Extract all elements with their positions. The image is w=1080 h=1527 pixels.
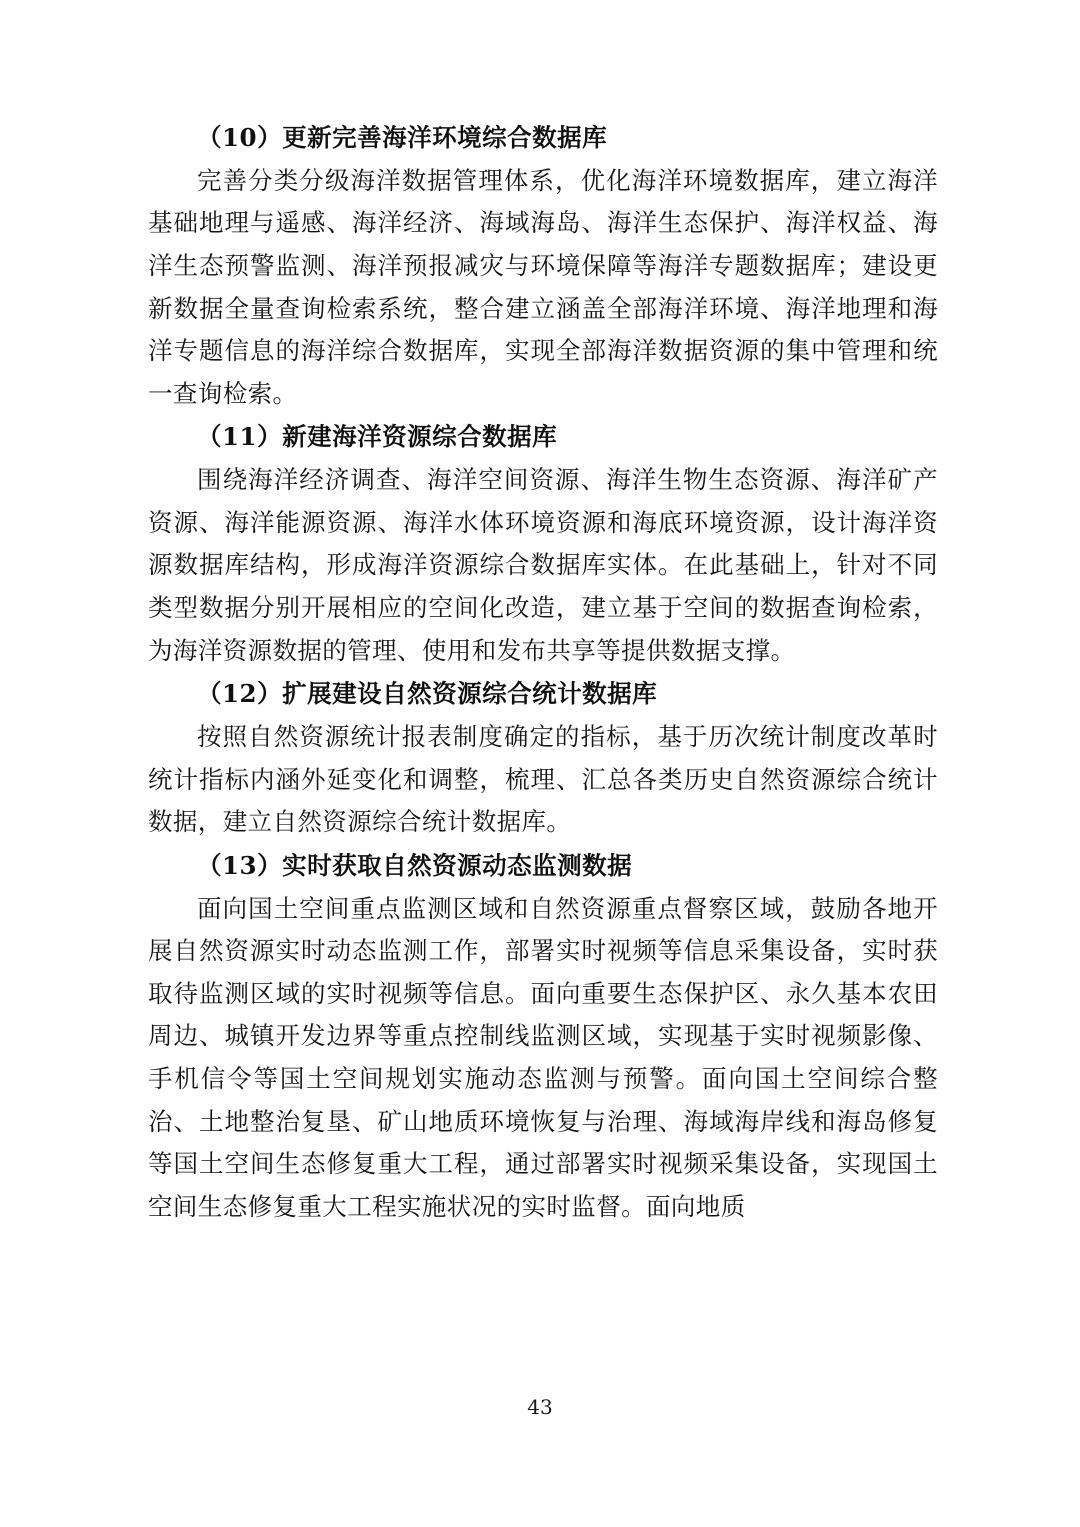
page-content xyxy=(148,118,938,1229)
section-paragraph-11: 围绕海洋经济调查、海洋空间资源、海洋生物生态资源、海洋矿产资源、海洋能源资源、海洋水体环境资源和海底环境资源，设计海洋资源数据库结构，形成海洋资源综合数据库实体。在此基础上，针对不同类型数据分别开展相应的空间化改造，建立基于空间的数据查询检索，为海洋资源数据的管理、使用和发布共享等提供数据支撑。 xyxy=(148,465,938,665)
section-paragraph-13: 面向国土空间重点监测区域和自然资源重点督察区域，鼓励各地开展自然资源实时动态监测工作，部署实时视频等信息采集设备，实时获取待监测区域的实时视频等信息。面向重要生态保护区、永久基本农田周边、城镇开发边界等重点控制线监测区域，实现基于实时视频影像、手机信令等国土空间规划实施动态监测与预警。面向国土空间综合整治、土地整治复垦、矿山地质环境恢复与治理、海域海岸线和海岛修复等国土空间生态修复重大工程，通过部署实时视频采集设备，实现国土空间生态修复重大工程实施状况的实时监督。面向地质 xyxy=(148,893,938,1221)
section-heading-11: （11）新建海洋资源综合数据库 xyxy=(197,422,558,452)
section-paragraph-12: 按照自然资源统计报表制度确定的指标，基于历次统计制度改革时统计指标内涵外延变化和调整，梳理、汇总各类历史自然资源综合统计数据，建立自然资源综合统计数据库。 xyxy=(148,721,938,837)
section-heading-10: （10）更新完善海洋环境综合数据库 xyxy=(197,123,608,152)
section-heading-13: （13）实时获取自然资源动态监测数据 xyxy=(197,850,633,880)
page-number: 43 xyxy=(527,1395,553,1419)
section-heading-12: （12）扩展建设自然资源综合统计数据库 xyxy=(197,679,658,709)
section-paragraph-10: 完善分类分级海洋数据管理体系，优化海洋环境数据库，建立海洋基础地理与遥感、海洋经济、海域海岛、海洋生态保护、海洋权益、海洋生态预警监测、海洋预报减灾与环境保障等海洋专题数据库；建设更新数据全量查询检索系统，整合建立涵盖全部海洋环境、海洋地理和海洋专题信息的海洋综合数据库，实现全部海洋数据资源的集中管理和统一查询检索。 xyxy=(148,165,938,408)
